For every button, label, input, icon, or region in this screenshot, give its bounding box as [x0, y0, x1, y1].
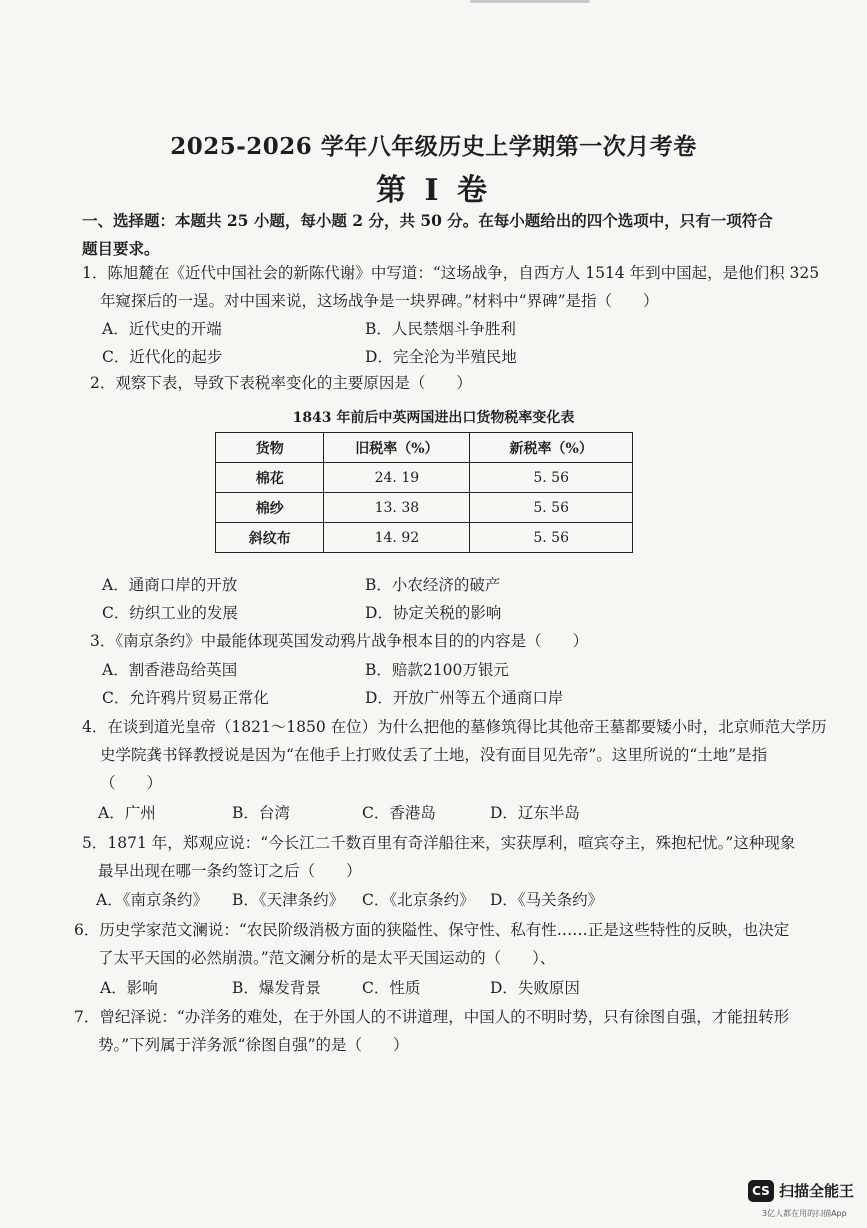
question-1-option-b: B．人民禁烟斗争胜利 [365, 320, 516, 338]
exam-title: 2025-2026 学年八年级历史上学期第一次月考卷 [170, 133, 697, 160]
table-cell: 棉纱 [216, 493, 324, 523]
question-4-option-d: D．辽东半岛 [490, 804, 580, 822]
question-3-option-c: C．允许鸦片贸易正常化 [102, 689, 269, 707]
question-7-line-2: 势。”下列属于洋务派“徐图自强”的是（ ） [98, 1036, 409, 1054]
question-1-option-d: D．完全沦为半殖民地 [365, 348, 517, 366]
scanner-watermark [748, 1178, 858, 1224]
scanner-app-name: 扫描全能王 [779, 1182, 855, 1200]
question-2-line-1: 2．观察下表，导致下表税率变化的主要原因是（ ） [90, 374, 472, 392]
question-7-line-1: 7．曾纪泽说：“办洋务的难处，在于外国人的不讲道理，中国人的不明时势，只有徐图自强，才能扭转形 [74, 1008, 790, 1026]
table-row [216, 493, 633, 523]
question-5-line-1: 5．1871 年，郑观应说：“今长江二千数百里有奇洋船往来，实获厚利，喧宾夺主，殊抱杞忧。”这种现象 [82, 834, 796, 852]
table-row [216, 463, 633, 493]
question-5-option-d: D．《马关条约》 [490, 891, 604, 909]
table-header-old-rate: 旧税率（%） [324, 433, 470, 463]
table-caption: 1843 年前后中英两国进出口货物税率变化表 [292, 410, 575, 426]
table-header-row [216, 433, 633, 463]
question-6-option-b: B．爆发背景 [232, 979, 321, 997]
question-1-option-c: C．近代化的起步 [102, 348, 223, 366]
question-4-option-b: B．台湾 [232, 804, 290, 822]
table-cell: 5. 56 [470, 523, 633, 553]
question-5-option-a: A．《南京条约》 [96, 891, 208, 909]
question-6-option-d: D．失败原因 [490, 979, 580, 997]
scanner-logo-icon: CS [748, 1180, 774, 1202]
question-5-line-2: 最早出现在哪一条约签订之后（ ） [98, 862, 362, 880]
question-3-option-d: D．开放广州等五个通商口岸 [365, 689, 564, 707]
question-6-line-1: 6．历史学家范文澜说：“农民阶级消极方面的狭隘性、保守性、私有性……正是这些特性的反映，也决定 [74, 921, 790, 939]
question-2-option-c: C．纺织工业的发展 [102, 604, 238, 622]
tax-rate-table [215, 432, 633, 553]
question-2-option-a: A．通商口岸的开放 [102, 576, 238, 594]
scanner-slogan: 3亿人都在用的扫描App [762, 1209, 847, 1218]
question-3-option-b: B．赔款2100万银元 [365, 661, 509, 679]
question-6-option-c: C．性质 [362, 979, 421, 997]
table-cell: 斜纹布 [216, 523, 324, 553]
table-cell: 5. 56 [470, 493, 633, 523]
question-4-line-2: 史学院龚书铎教授说是因为“在他手上打败仗丢了土地，没有面目见先帝”。这里所说的“土地”是指 [100, 746, 768, 764]
question-3-option-a: A．割香港岛给英国 [102, 661, 238, 679]
table-cell: 棉花 [216, 463, 324, 493]
table-cell: 13. 38 [324, 493, 470, 523]
section-heading: 一、选择题：本题共 25 小题，每小题 2 分，共 50 分。在每小题给出的四个选项中，只有一项符合题目要求。 [82, 211, 773, 258]
table-cell: 5. 56 [470, 463, 633, 493]
scan-edge-mark [470, 0, 590, 3]
question-2-option-b: B．小农经济的破产 [365, 576, 501, 594]
table-cell: 24. 19 [324, 463, 470, 493]
question-5-option-b: B．《天津条约》 [232, 891, 345, 909]
question-6-line-2: 了太平天国的必然崩溃。”范文澜分析的是太平天国运动的（ ）、 [98, 949, 556, 967]
question-4-option-c: C．香港岛 [362, 804, 436, 822]
question-6-option-a: A．影响 [100, 979, 158, 997]
question-4-line-1: 4．在谈到道光皇帝（1821～1850 在位）为什么把他的墓修筑得比其他帝王墓都要矮小时，北京师范大学历 [82, 718, 827, 736]
table-header-new-rate: 新税率（%） [470, 433, 633, 463]
table-row [216, 523, 633, 553]
table-cell: 14. 92 [324, 523, 470, 553]
question-1-line-2: 年窥探后的一逞。对中国来说，这场战争是一块界碑。”材料中“界碑”是指（ ） [100, 292, 659, 310]
question-5-option-c: C．《北京条约》 [362, 891, 475, 909]
exam-subtitle: 第 I 卷 [376, 173, 491, 208]
table-header-goods: 货物 [216, 433, 324, 463]
question-3-line-1: 3．《南京条约》中最能体现英国发动鸦片战争根本目的的内容是（ ） [90, 632, 589, 650]
question-1-option-a: A．近代史的开端 [102, 320, 222, 338]
question-2-option-d: D．协定关税的影响 [365, 604, 502, 622]
question-1-line-1: 1．陈旭麓在《近代中国社会的新陈代谢》中写道：“这场战争，自西方人 1514 年到中国起，是他们积 325 [82, 264, 820, 282]
question-4-line-3: （ ） [100, 774, 163, 792]
question-4-option-a: A．广州 [98, 804, 156, 822]
